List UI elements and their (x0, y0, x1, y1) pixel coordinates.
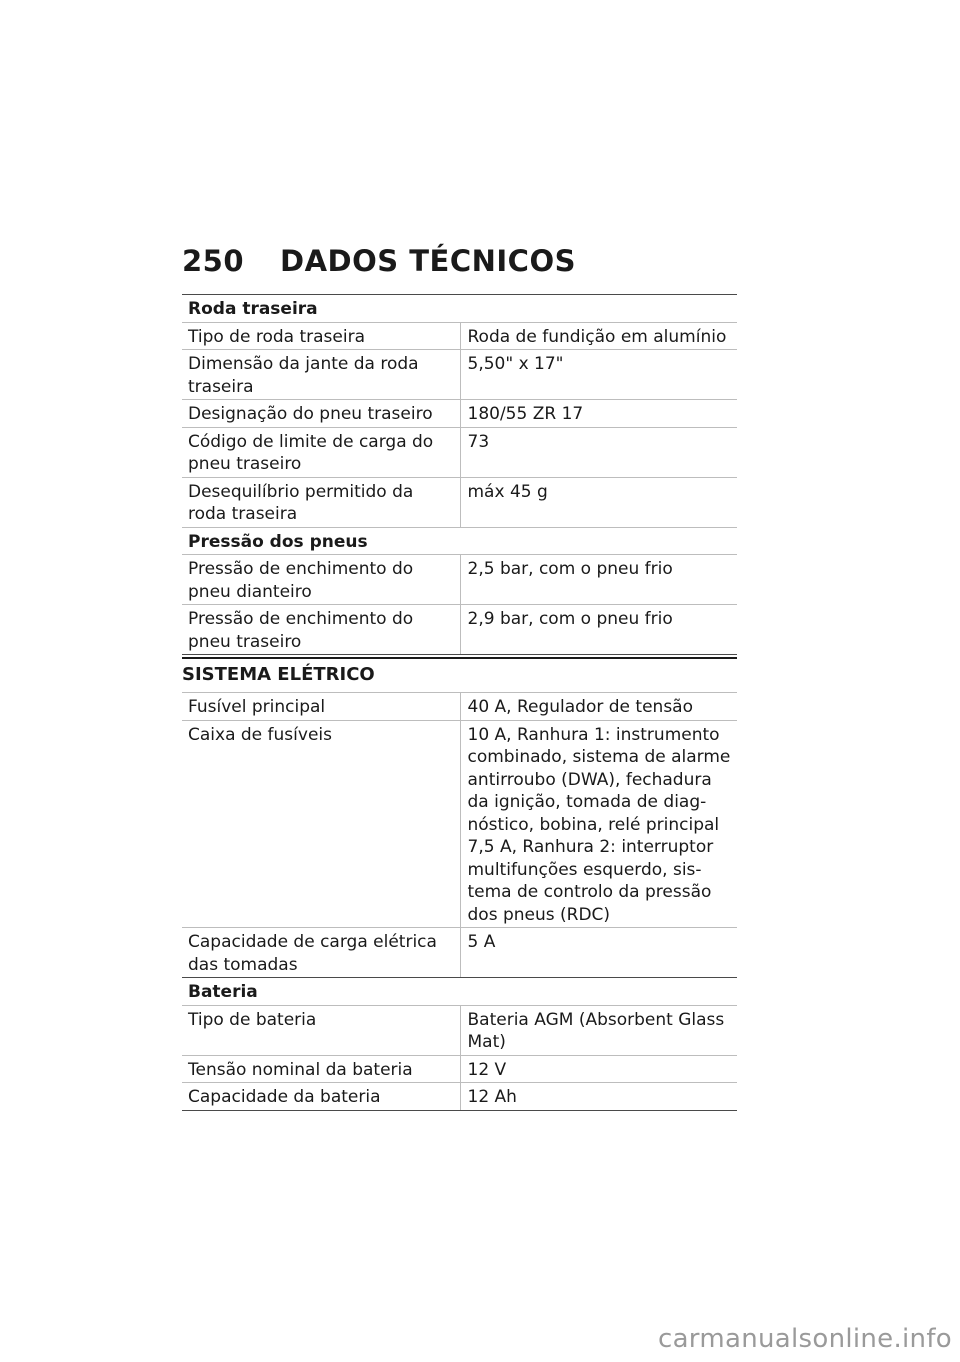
table-row (182, 400, 737, 428)
spec-value: 5 A (460, 928, 737, 978)
spec-label: Caixa de fusíveis (182, 720, 460, 928)
spec-value: 2,5 bar, com o pneu frio (460, 555, 737, 605)
spec-label: Pressão de enchimento do pneu traseiro (182, 605, 460, 655)
table-row (182, 477, 737, 527)
table-row (182, 1055, 737, 1083)
spec-value: 2,9 bar, com o pneu frio (460, 605, 737, 655)
spec-label: Desequilíbrio permitido da roda traseira (182, 477, 460, 527)
table-row (182, 322, 737, 350)
table-row (182, 928, 737, 978)
electrical-spec-table (182, 692, 737, 1111)
table-row (182, 1005, 737, 1055)
spec-value: Bateria AGM (Absorbent Glass Mat) (460, 1005, 737, 1055)
table-row (182, 555, 737, 605)
table-row (182, 350, 737, 400)
spec-label: Código de limite de carga do pneu traseiro (182, 427, 460, 477)
spec-label: Fusível principal (182, 693, 460, 721)
table-row (182, 605, 737, 655)
spec-label: Tipo de roda traseira (182, 322, 460, 350)
page-number: 250 (182, 244, 245, 278)
spec-label: Tipo de bateria (182, 1005, 460, 1055)
spec-value: máx 45 g (460, 477, 737, 527)
table-row (182, 720, 737, 928)
spec-label: Designação do pneu traseiro (182, 400, 460, 428)
table-row (182, 693, 737, 721)
spec-label: Capacidade de carga elétrica das tomadas (182, 928, 460, 978)
spec-value: 73 (460, 427, 737, 477)
section-title-electrical: SISTEMA ELÉTRICO (182, 664, 375, 685)
table-group-row (182, 978, 737, 1006)
spec-value: 180/55 ZR 17 (460, 400, 737, 428)
rear-wheel-spec-table (182, 294, 737, 655)
table-row (182, 1083, 737, 1111)
spec-label: Pressão de enchimento do pneu dianteiro (182, 555, 460, 605)
group-title-tyre-pressure: Pressão dos pneus (182, 527, 737, 555)
spec-value: 5,50" x 17" (460, 350, 737, 400)
spec-label: Capacidade da bateria (182, 1083, 460, 1111)
spec-label: Dimensão da jante da roda traseira (182, 350, 460, 400)
spec-value: 12 Ah (460, 1083, 737, 1111)
table-group-row (182, 527, 737, 555)
spec-value: 40 A, Regulador de tensão (460, 693, 737, 721)
spec-value: Roda de fundição em alumínio (460, 322, 737, 350)
table-group-row (182, 295, 737, 323)
watermark: carmanualsonline.info (657, 1324, 952, 1354)
spec-value: 10 A, Ranhura 1: instrumento combinado, sistema de alarme antirroubo (DWA), fechadura da ignição, tomada de diagnóstico, bobina, relé principal 7,5 A, Ranhura 2: interruptor multifunções esquerdo, sistema de controlo da pressão dos pneus (RDC) (460, 720, 737, 928)
chapter-title: DADOS TÉCNICOS (280, 244, 576, 278)
group-title-battery: Bateria (182, 978, 737, 1006)
table-row (182, 427, 737, 477)
page-header (182, 244, 576, 278)
section-divider (182, 657, 737, 659)
spec-label: Tensão nominal da bateria (182, 1055, 460, 1083)
group-title-rear-wheel: Roda traseira (182, 295, 737, 323)
spec-value: 12 V (460, 1055, 737, 1083)
